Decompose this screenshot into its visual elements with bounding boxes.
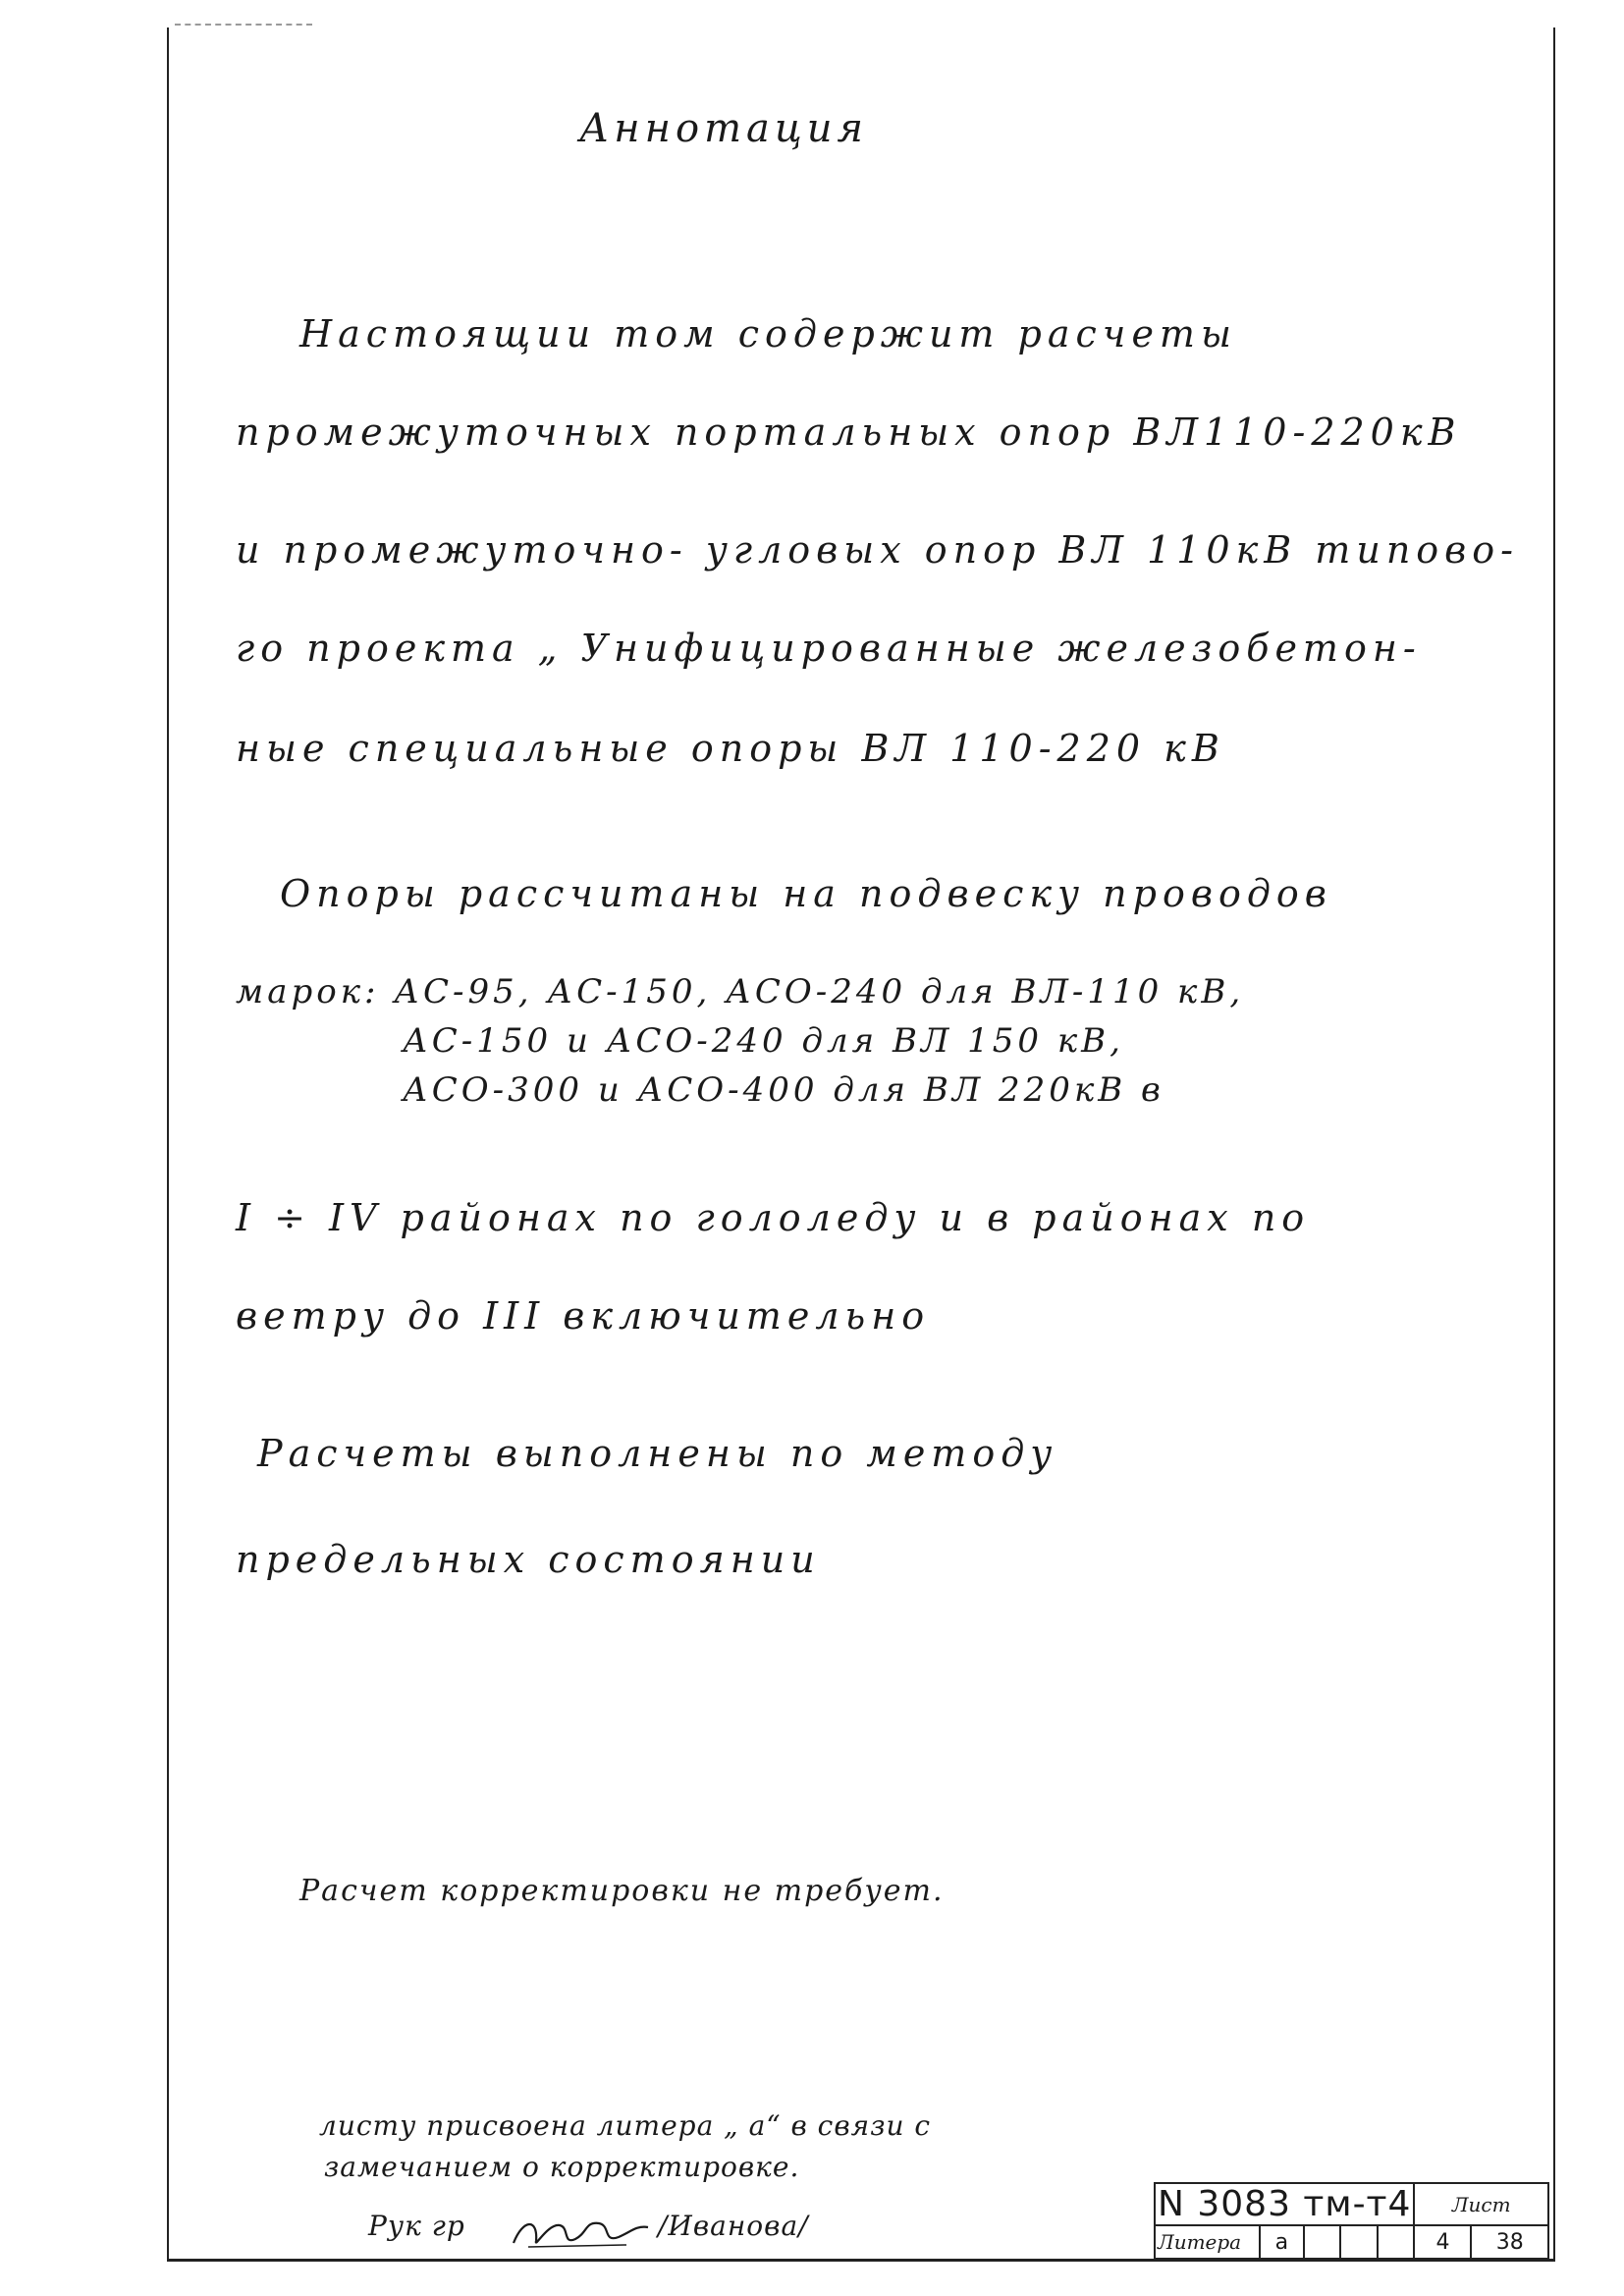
- paragraph2-line2: марок: АС-95, АС-150, АСО-240 для ВЛ-110 кВ,: [236, 972, 1245, 1011]
- correction-note: Расчет корректировки не требует.: [299, 1874, 945, 1908]
- title-block: [1154, 2182, 1549, 2255]
- stamp-liter-label: Литера: [1158, 2230, 1242, 2254]
- paragraph4-line2: предельных состоянии: [236, 1538, 821, 1581]
- signature-name: /Иванова/: [658, 2210, 809, 2242]
- stamp-sheet-value: 4: [1414, 2225, 1471, 2259]
- footnote-line1: листу присвоена литера „ а“ в связи с: [319, 2109, 932, 2142]
- stamp-empty-cell: [1304, 2225, 1341, 2259]
- paragraph1-line5: ные специальные опоры ВЛ 110-220 кВ: [236, 727, 1225, 770]
- stamp-doc-number-cell: [1155, 2183, 1414, 2225]
- stamp-sheet-label: Лист: [1451, 2192, 1511, 2216]
- paragraph3-line2: ветру до III включительно: [236, 1294, 931, 1338]
- footnote-line3: Рук гр: [368, 2210, 465, 2242]
- footnote-line2: замечанием о корректировке.: [324, 2151, 800, 2183]
- sheet-frame: [167, 27, 1555, 2262]
- scan-edge-mark: [175, 24, 312, 26]
- paragraph1-line1: Настоящии том содержит расчеты: [299, 312, 1237, 355]
- stamp-empty-cell: [1378, 2225, 1415, 2259]
- paragraph1-line4: го проекта „ Унифицированные железобетон-: [236, 627, 1422, 670]
- paragraph3-line1: I ÷ IV районах по гололеду и в районах по: [236, 1196, 1311, 1239]
- stamp-liter-value: а: [1260, 2225, 1304, 2259]
- signature-scribble: [509, 2214, 656, 2253]
- stamp-empty-cell: [1340, 2225, 1378, 2259]
- stamp-sheet-label-cell: [1414, 2183, 1548, 2225]
- paragraph2-line3: АС-150 и АСО-240 для ВЛ 150 кВ,: [403, 1021, 1124, 1061]
- paragraph2-line4: АСО-300 и АСО-400 для ВЛ 220кВ в: [403, 1070, 1164, 1110]
- paragraph1-line2: промежуточных портальных опор ВЛ110-220кВ: [236, 410, 1462, 454]
- paragraph1-line3: и промежуточно- угловых опор ВЛ 110кВ типово-: [236, 528, 1520, 572]
- stamp-total-value: 38: [1471, 2225, 1548, 2259]
- paragraph4-line1: Расчеты выполнены по методу: [257, 1432, 1058, 1475]
- page-title: Аннотация: [579, 106, 869, 151]
- stamp-liter-label-cell: [1155, 2225, 1260, 2259]
- paragraph2-line1: Опоры рассчитаны на подвеску проводов: [280, 872, 1332, 915]
- stamp-doc-number: N 3083 тм-т4: [1158, 2184, 1412, 2224]
